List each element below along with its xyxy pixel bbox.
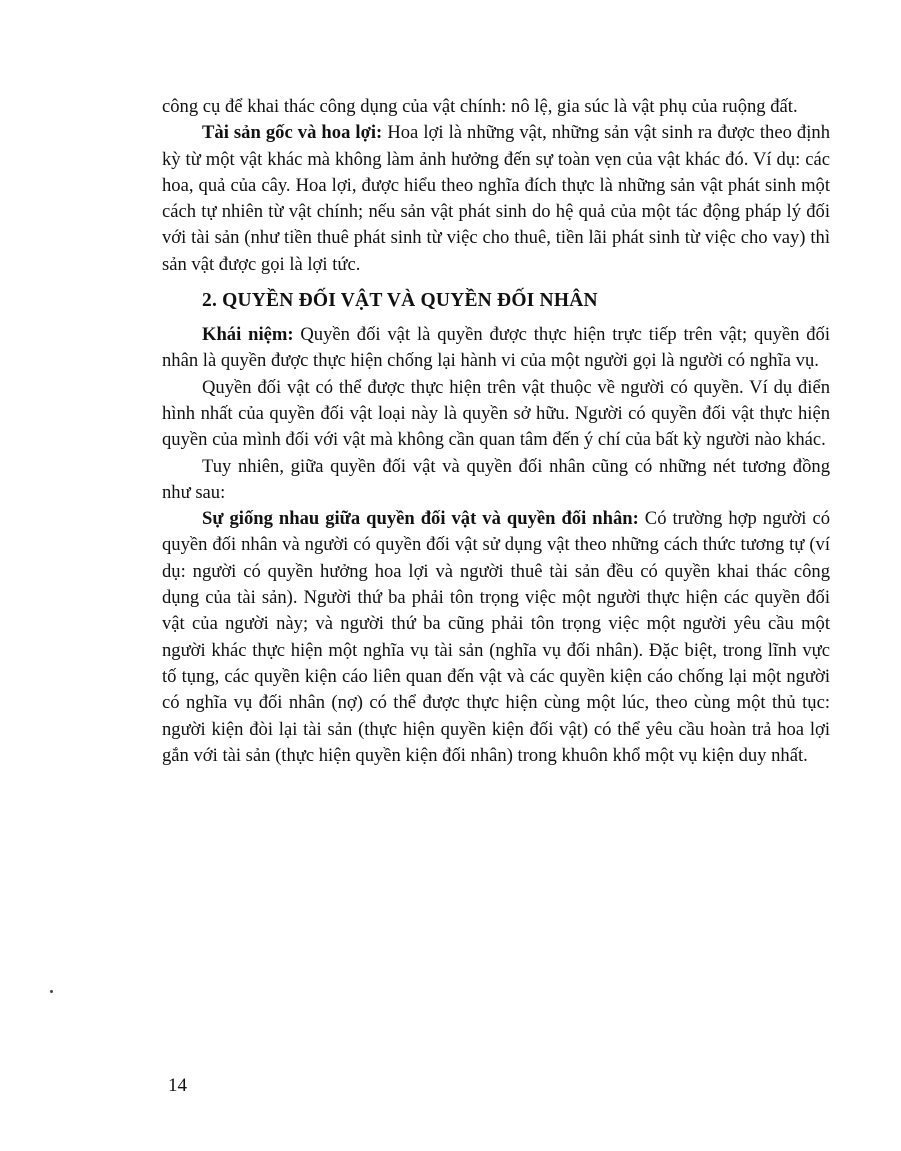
lead-term-fruits: Tài sản gốc và hoa lợi: (202, 122, 383, 144)
lead-term-concept: Khái niệm: (202, 324, 294, 346)
lead-term-similarities: Sự giống nhau giữa quyền đối vật và quyền đối nhân: (202, 508, 639, 530)
paragraph-similarities (162, 506, 830, 769)
page-number: 14 (168, 1075, 187, 1096)
section-heading: 2. QUYỀN ĐỐI VẬT VÀ QUYỀN ĐỐI NHÂN (202, 290, 598, 312)
paragraph-similarities-text: Có trường hợp người có quyền đối nhân và người có quyền đối vật sử dụng vật theo những cách thức tương tự (ví dụ: người có quyền hưởng hoa lợi và người thuê tài sản đều có quyền khai thác công dụng của tài sản). Người thứ ba phải tôn trọng việc một người thực hiện các quyền đối vật của người này; và người thứ ba cũng phải tôn trọng việc một người yêu cầu một người khác thực hiện một nghĩa vụ tài sản (nghĩa vụ đối nhân). Đặc biệt, trong lĩnh vực tố tụng, các quyền kiện cáo liên quan đến vật và các quyền kiện cáo chống lại một người có nghĩa vụ đối nhân (nợ) có thể được thực hiện cùng một lúc, theo cùng một thủ tục: người kiện đòi lại tài sản (thực hiện quyền kiện đối vật) có thể yêu cầu hoàn trả hoa lợi gắn với tài sản (thực hiện quyền kiện đối nhân) trong khuôn khổ một vụ kiện duy nhất. (162, 508, 831, 766)
paragraph-concept (162, 322, 830, 375)
paragraph-fruits-text: Hoa lợi là những vật, những sản vật sinh ra được theo định kỳ từ một vật khác mà không làm ảnh hưởng đến sự toàn vẹn của vật khác đó. Ví dụ: các hoa, quả của cây. Hoa lợi, được hiểu theo nghĩa đích thực là những sản vật phát sinh một cách tự nhiên từ vật chính; nếu sản vật phát sinh do hệ quả của một tác động pháp lý đối với tài sản (như tiền thuê phát sinh từ việc cho thuê, tiền lãi phát sinh từ việc cho vay) thì sản vật được gọi là lợi tức. (162, 122, 830, 275)
paragraph-real-right: Quyền đối vật có thể được thực hiện trên vật thuộc về người có quyền. Ví dụ điển hình nhất của quyền đối vật loại này là quyền sở hữu. Người có quyền đối vật thực hiện quyền của mình đối với vật mà không cần quan tâm đến ý chí của bất kỳ người nào khác. (162, 376, 830, 451)
paragraph-fruits (162, 120, 830, 278)
paragraph-concept-text: Quyền đối vật là quyền được thực hiện trực tiếp trên vật; quyền đối nhân là quyền được thực hiện chống lại hành vi của một người gọi là người có nghĩa vụ. (162, 324, 830, 372)
paragraph-similarities-intro: Tuy nhiên, giữa quyền đối vật và quyền đối nhân cũng có những nét tương đồng như sau: (162, 455, 830, 503)
scan-speck (50, 990, 53, 993)
paragraph-continuation: công cụ để khai thác công dụng của vật chính: nô lệ, gia súc là vật phụ của ruộng đất. (162, 96, 798, 117)
page-body (162, 94, 830, 769)
